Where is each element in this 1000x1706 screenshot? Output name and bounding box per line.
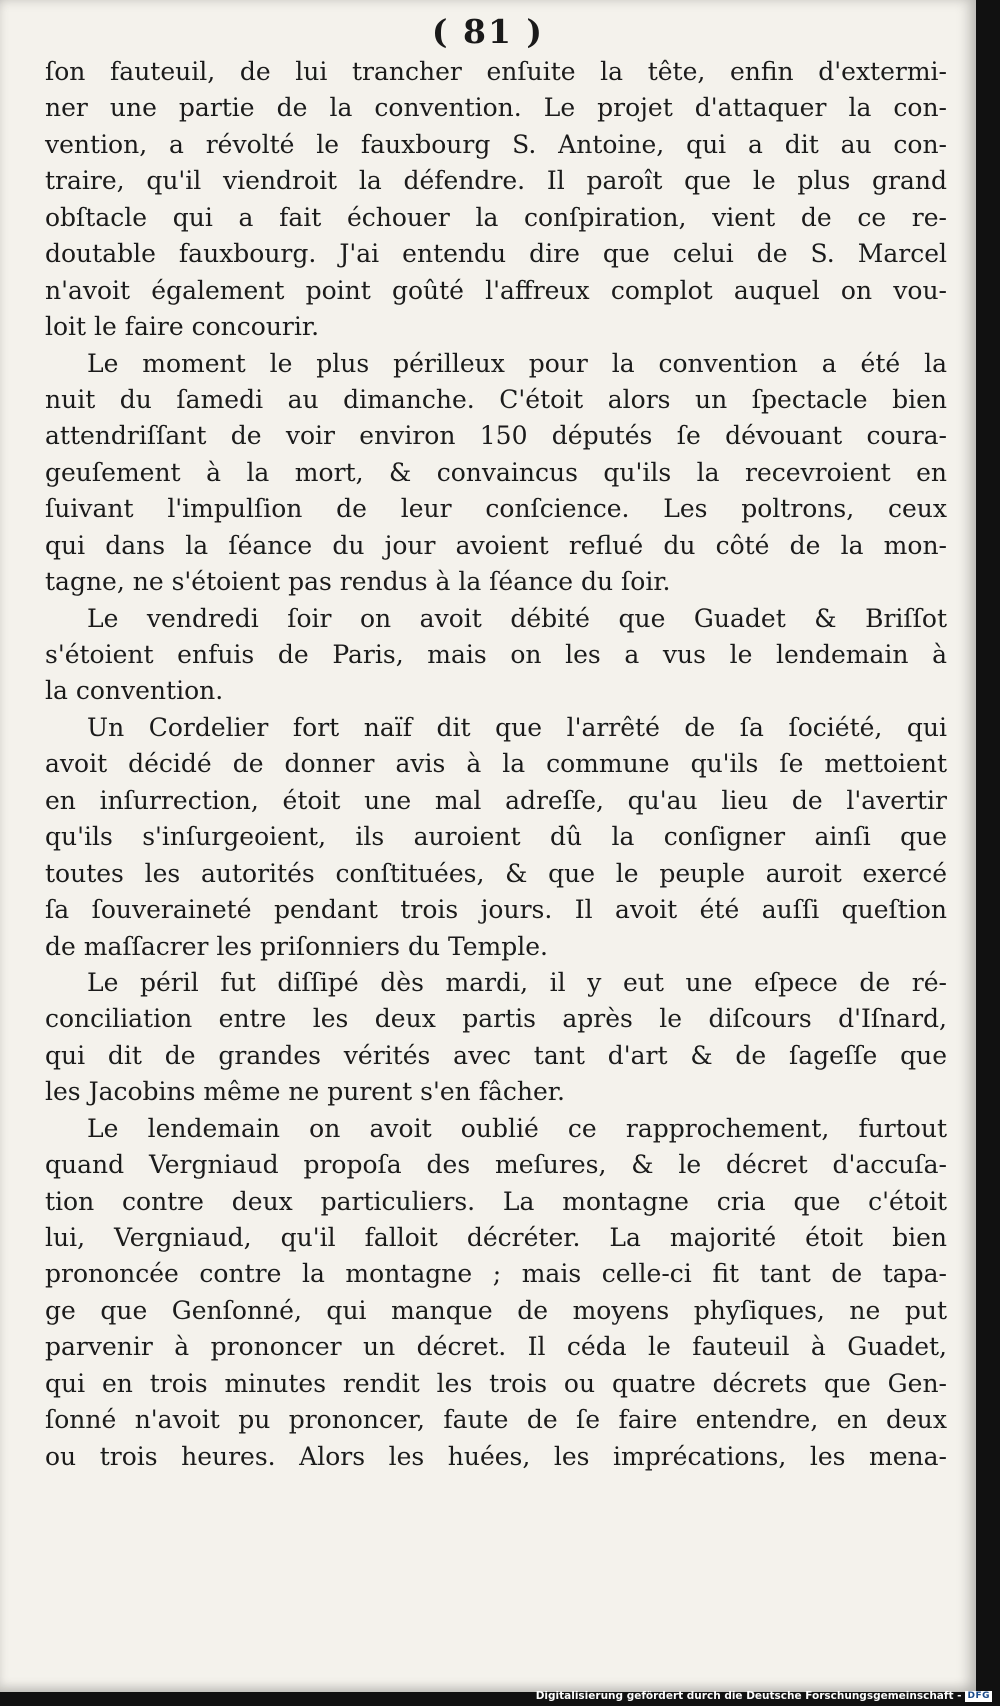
dfg-logo: DFG	[967, 1690, 990, 1701]
text-line: qui en trois minutes rendit les trois ou quatre décrets que Gen-	[45, 1368, 947, 1398]
text-line: avoit décidé de donner avis à la commune qu'ils ſe mettoient	[45, 749, 947, 779]
text-line: vention, a révolté le fauxbourg S. Antoine, qui a dit au con-	[45, 129, 947, 159]
text-line: attendriſſant de voir environ 150 députés ſe dévouant coura-	[45, 421, 947, 451]
digitization-credit	[536, 1690, 992, 1702]
text-line: les Jacobins même ne purent s'en fâcher.	[45, 1077, 565, 1107]
text-line: Le lendemain on avoit oublié ce rapprochement, furtout	[87, 1113, 947, 1143]
text-line: ou trois heures. Alors les huées, les imprécations, les mena-	[45, 1441, 947, 1471]
text-line: doutable fauxbourg. J'ai entendu dire que celui de S. Marcel	[45, 239, 947, 269]
text-line: ſonné n'avoit pu prononcer, faute de ſe faire entendre, en deux	[45, 1405, 947, 1435]
text-line: lui, Vergniaud, qu'il falloit décréter. La majorité étoit bien	[45, 1223, 947, 1252]
text-line: tagne, ne s'étoient pas rendus à la ſéance du ſoir.	[45, 567, 671, 597]
text-line: qu'ils s'inſurgeoient, ils auroient dû la conſigner ainſi que	[45, 822, 947, 852]
text-line: en inſurrection, étoit une mal adreſſe, qu'au lieu de l'avertir	[45, 785, 947, 815]
page-number: ( 81 )	[431, 12, 545, 51]
credit-text: Digitalisierung gefördert durch die Deutsche Forschungsgemeinschaft -	[535, 1690, 962, 1702]
body-text	[45, 54, 947, 1475]
text-line: parvenir à prononcer un décret. Il céda le fauteuil à Guadet,	[45, 1332, 947, 1362]
text-line: qui dans la ſéance du jour avoient reflué du côté de la mon-	[45, 530, 947, 560]
text-line: traire, qu'il viendroit la défendre. Il paroît que le plus grand	[45, 166, 947, 196]
text-line: Le moment le plus périlleux pour la convention a été la	[87, 348, 947, 378]
text-line: s'étoient enfuis de Paris, mais on les a vus le lendemain à	[45, 640, 947, 669]
text-line: ſa ſouveraineté pendant trois jours. Il avoit été auſſi queſtion	[45, 895, 947, 925]
text-line: conciliation entre les deux partis après le diſcours d'Iſnard,	[45, 1004, 947, 1034]
text-line: ge que Genſonné, qui manque de moyens phyſiques, ne put	[45, 1295, 947, 1325]
text-line: loit le faire concourir.	[45, 312, 320, 342]
text-line: n'avoit également point goûté l'affreux complot auquel on vou-	[45, 275, 947, 305]
text-line: de maſſacrer les priſonniers du Temple.	[45, 931, 548, 961]
text-line: ſuivant l'impulſion de leur conſcience. Les poltrons, ceux	[45, 494, 947, 524]
text-line: la convention.	[45, 676, 224, 706]
text-line: geuſement à la mort, & convaincus qu'ils la recevroient en	[45, 457, 947, 487]
text-line: Le vendredi ſoir on avoit débité que Guadet & Briſſot	[87, 603, 947, 633]
text-line: Le péril fut diſſipé dès mardi, il y eut une eſpece de ré-	[87, 967, 947, 997]
text-line: quand Vergniaud propoſa des meſures, & le décret d'accuſa-	[45, 1150, 947, 1180]
text-line: ſon fauteuil, de lui trancher enſuite la tête, enfin d'extermi-	[45, 57, 947, 86]
text-line: ner une partie de la convention. Le projet d'attaquer la con-	[45, 93, 947, 123]
text-line: toutes les autorités conſtituées, & que le peuple auroit exercé	[45, 858, 947, 888]
text-line: obſtacle qui a fait échouer la conſpiration, vient de ce re-	[45, 202, 947, 232]
text-line: tion contre deux particuliers. La montagne cria que c'étoit	[45, 1186, 947, 1216]
text-line: qui dit de grandes vérités avec tant d'art & de ſageſſe que	[45, 1040, 947, 1070]
text-line: nuit du ſamedi au dimanche. C'étoit alors un ſpectacle bien	[45, 384, 947, 414]
text-line: Un Cordelier fort naïf dit que l'arrêté de ſa ſociété, qui	[87, 712, 947, 742]
text-line: prononcée contre la montagne ; mais celle-ci fit tant de tapa-	[45, 1259, 947, 1289]
